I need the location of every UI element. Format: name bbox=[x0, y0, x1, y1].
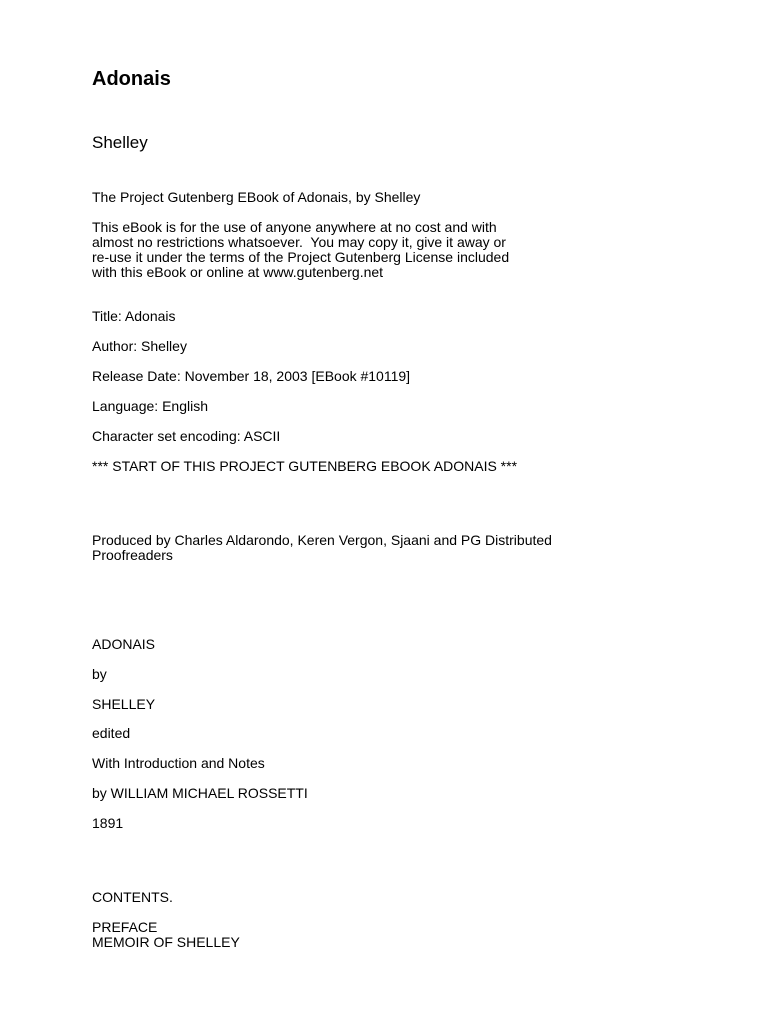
license-line: re-use it under the terms of the Project Gutenberg License included bbox=[92, 249, 510, 265]
author-heading: Shelley bbox=[92, 133, 148, 152]
title-page-intro: With Introduction and Notes bbox=[92, 755, 265, 771]
meta-language: Language: English bbox=[92, 398, 208, 414]
start-marker: *** START OF THIS PROJECT GUTENBERG EBOOK ADONAIS *** bbox=[92, 458, 518, 474]
title-page-by: by bbox=[92, 666, 107, 682]
contents-heading: CONTENTS. bbox=[92, 889, 173, 905]
contents-item-preface: PREFACE bbox=[92, 919, 158, 935]
ebook-header-line: The Project Gutenberg EBook of Adonais, by Shelley bbox=[92, 189, 421, 205]
meta-author: Author: Shelley bbox=[92, 338, 187, 354]
title-page-edited: edited bbox=[92, 725, 131, 741]
credits-line: Proofreaders bbox=[92, 547, 173, 563]
credits-line: Produced by Charles Aldarondo, Keren Vergon, Sjaani and PG Distributed bbox=[92, 532, 552, 548]
title-page-editor: by WILLIAM MICHAEL ROSSETTI bbox=[92, 785, 308, 801]
meta-release-date: Release Date: November 18, 2003 [EBook #10119] bbox=[92, 368, 411, 384]
title-page-year: 1891 bbox=[92, 815, 124, 831]
contents-item-memoir: MEMOIR OF SHELLEY bbox=[92, 934, 240, 950]
license-line: with this eBook or online at www.gutenberg.net bbox=[92, 264, 384, 280]
meta-title: Title: Adonais bbox=[92, 308, 176, 324]
title-page-work: ADONAIS bbox=[92, 636, 156, 652]
document-title: Adonais bbox=[92, 68, 171, 90]
license-line: This eBook is for the use of anyone anywhere at no cost and with bbox=[92, 219, 497, 235]
title-page-poet: SHELLEY bbox=[92, 696, 156, 712]
meta-encoding: Character set encoding: ASCII bbox=[92, 428, 281, 444]
license-line: almost no restrictions whatsoever. You may copy it, give it away or bbox=[92, 234, 506, 250]
